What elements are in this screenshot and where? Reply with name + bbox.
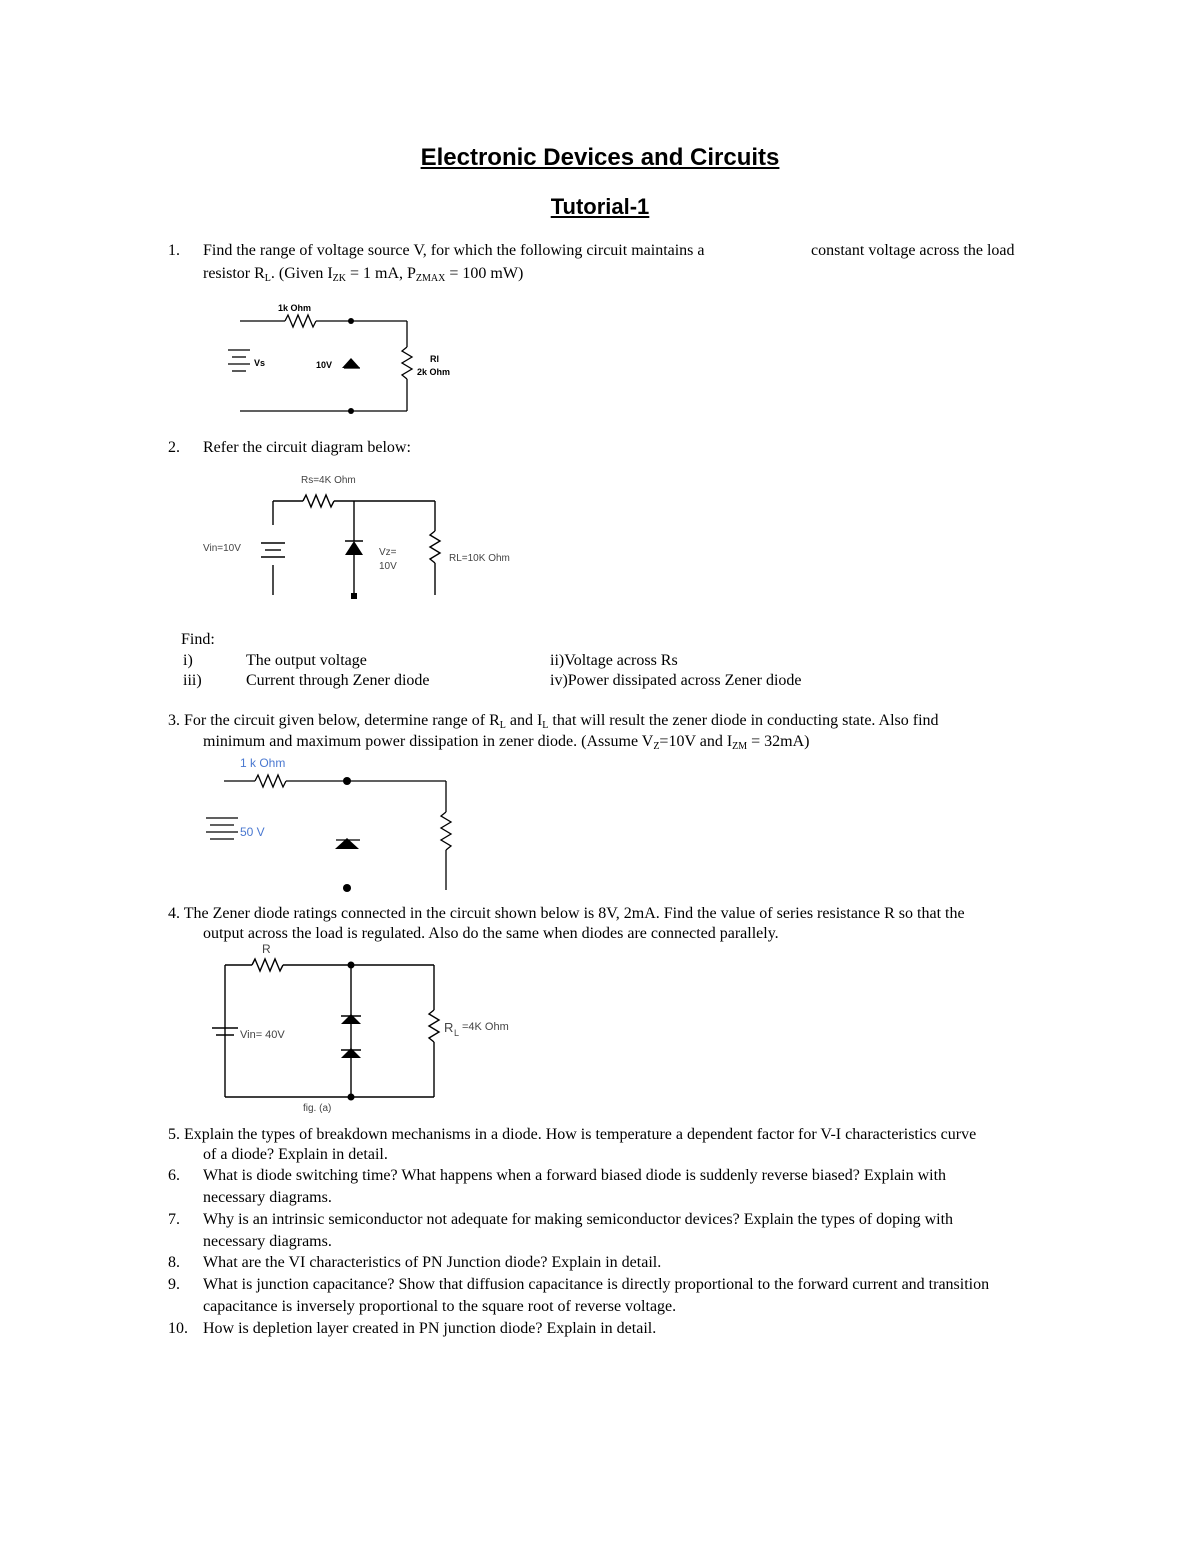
q6-text-line2: necessary diagrams. xyxy=(203,1189,332,1206)
load-value-label: 2k Ohm xyxy=(417,367,451,377)
resistor-symbol xyxy=(285,315,316,327)
page-subtitle: Tutorial-1 xyxy=(550,194,650,219)
load-resistor-symbol xyxy=(441,812,451,850)
rl-value-label: =4K Ohm xyxy=(462,1021,509,1033)
q9-number: 9. xyxy=(168,1276,180,1293)
q3-text-seg: = 32mA) xyxy=(747,733,810,750)
q1-circuit-diagram xyxy=(220,295,480,420)
q5-text-line1: 5. Explain the types of breakdown mechanisms in a diode. How is temperature a dependent factor for V-I characteristics curve xyxy=(168,1126,977,1143)
q2-item-roman: i) xyxy=(183,652,193,669)
q3-circuit-diagram xyxy=(200,752,480,897)
junction-dot xyxy=(348,962,355,969)
q2-text: Refer the circuit diagram below: xyxy=(203,439,411,456)
q4-circuit-diagram xyxy=(200,940,530,1120)
figure-caption: fig. (a) xyxy=(303,1103,332,1114)
junction-dot xyxy=(343,777,351,785)
q7-text-line1: Why is an intrinsic semiconductor not adequate for making semiconductor devices? Explain the types of doping with xyxy=(203,1211,954,1228)
rs-label: Rs=4K Ohm xyxy=(301,475,356,486)
q3-text-sub: ZM xyxy=(732,741,748,752)
load-resistor-symbol xyxy=(429,1010,439,1042)
vz-label: Vz= xyxy=(379,547,397,558)
q2-item-roman: iii) xyxy=(183,672,202,689)
resistor-symbol xyxy=(252,959,283,971)
q3-text-seg: =10V and I xyxy=(659,733,733,750)
q2-number: 2. xyxy=(168,439,180,456)
q1-text-seg: = 1 mA, P xyxy=(346,265,416,282)
rl-label: R xyxy=(444,1020,454,1035)
resistor-symbol xyxy=(255,775,286,787)
junction-dot xyxy=(348,1094,355,1101)
q1-text-seg: . (Given I xyxy=(270,265,333,282)
q7-number: 7. xyxy=(168,1211,180,1228)
q1-text-line1a: Find the range of voltage source V, for which the following circuit maintains a xyxy=(203,242,705,259)
q3-text-seg: minimum and maximum power dissipation in zener diode. (Assume V xyxy=(203,733,654,750)
q8-text-line1: What are the VI characteristics of PN Junction diode? Explain in detail. xyxy=(203,1254,662,1271)
resistor-label: 1 k Ohm xyxy=(240,756,286,770)
q4-text-line2: output across the load is regulated. Also do the same when diodes are connected parallely. xyxy=(203,925,779,942)
vin-label: Vin=10V xyxy=(203,543,241,554)
q1-text-sub: L xyxy=(264,273,271,284)
source-label: Vs xyxy=(254,358,266,368)
q3-text-seg: 3. For the circuit given below, determine range of R xyxy=(168,712,500,729)
q4-text-line1: 4. The Zener diode ratings connected in the circuit shown below is 8V, 2mA. Find the value of series resistance R so that the xyxy=(168,905,965,922)
q9-text-line1: What is junction capacitance? Show that diffusion capacitance is directly proportional to the forward current and transition xyxy=(203,1276,990,1293)
q3-text-seg: and I xyxy=(505,712,543,729)
q3-text-sub: Z xyxy=(653,741,660,752)
q1-text-seg: resistor R xyxy=(203,265,265,282)
rl-label: RL=10K Ohm xyxy=(449,553,510,564)
q3-text-sub: L xyxy=(499,720,506,731)
q2-item-text: The output voltage xyxy=(246,652,367,669)
q6-text-line1: What is diode switching time? What happens when a forward biased diode is suddenly reverse biased? Explain with xyxy=(203,1167,947,1184)
r-label: R xyxy=(262,942,271,956)
q6-number: 6. xyxy=(168,1167,180,1184)
load-resistor-symbol xyxy=(430,531,440,563)
q1-number: 1. xyxy=(168,242,180,259)
page-title: Electronic Devices and Circuits xyxy=(420,144,780,171)
q7-text-line2: necessary diagrams. xyxy=(203,1233,332,1250)
load-resistor-symbol xyxy=(402,347,412,379)
vz-value-label: 10V xyxy=(379,561,397,572)
terminal-dot xyxy=(351,593,357,599)
junction-dot xyxy=(343,884,351,892)
q5-text-line2: of a diode? Explain in detail. xyxy=(203,1146,388,1163)
resistor-label: 1k Ohm xyxy=(278,303,312,313)
zener-diode-icon xyxy=(345,541,363,555)
rl-sub-label: L xyxy=(454,1028,460,1038)
junction-dot xyxy=(348,408,354,414)
q1-text-sub: ZMAX xyxy=(415,273,446,284)
q8-number: 8. xyxy=(168,1254,180,1271)
junction-dot xyxy=(348,318,354,324)
q2-find-label: Find: xyxy=(181,631,215,648)
q1-text-line2 xyxy=(203,263,523,290)
zener-diode-icon xyxy=(342,358,360,368)
q2-item-right: ii)Voltage across Rs xyxy=(550,652,678,669)
q9-text-line2: capacitance is inversely proportional to the square root of reverse voltage. xyxy=(203,1298,677,1315)
zener-label: 10V xyxy=(316,360,333,370)
q1-text-sub: ZK xyxy=(332,273,346,284)
q10-text-line1: How is depletion layer created in PN junction diode? Explain in detail. xyxy=(203,1320,657,1337)
q2-circuit-diagram xyxy=(195,465,535,610)
q1-text-seg: = 100 mW) xyxy=(445,265,524,282)
q3-text-seg: that will result the zener diode in conducting state. Also find xyxy=(548,712,939,729)
source-label: 50 V xyxy=(240,825,265,839)
q1-text-line1b: constant voltage across the load xyxy=(811,242,1015,259)
load-label: Rl xyxy=(430,354,439,364)
q2-item-right: iv)Power dissipated across Zener diode xyxy=(550,672,802,689)
vin-label: Vin= 40V xyxy=(240,1029,285,1041)
q3-text-sub: L xyxy=(542,720,549,731)
q10-number: 10. xyxy=(168,1320,188,1337)
resistor-symbol xyxy=(303,495,334,507)
q2-item-text: Current through Zener diode xyxy=(246,672,430,689)
